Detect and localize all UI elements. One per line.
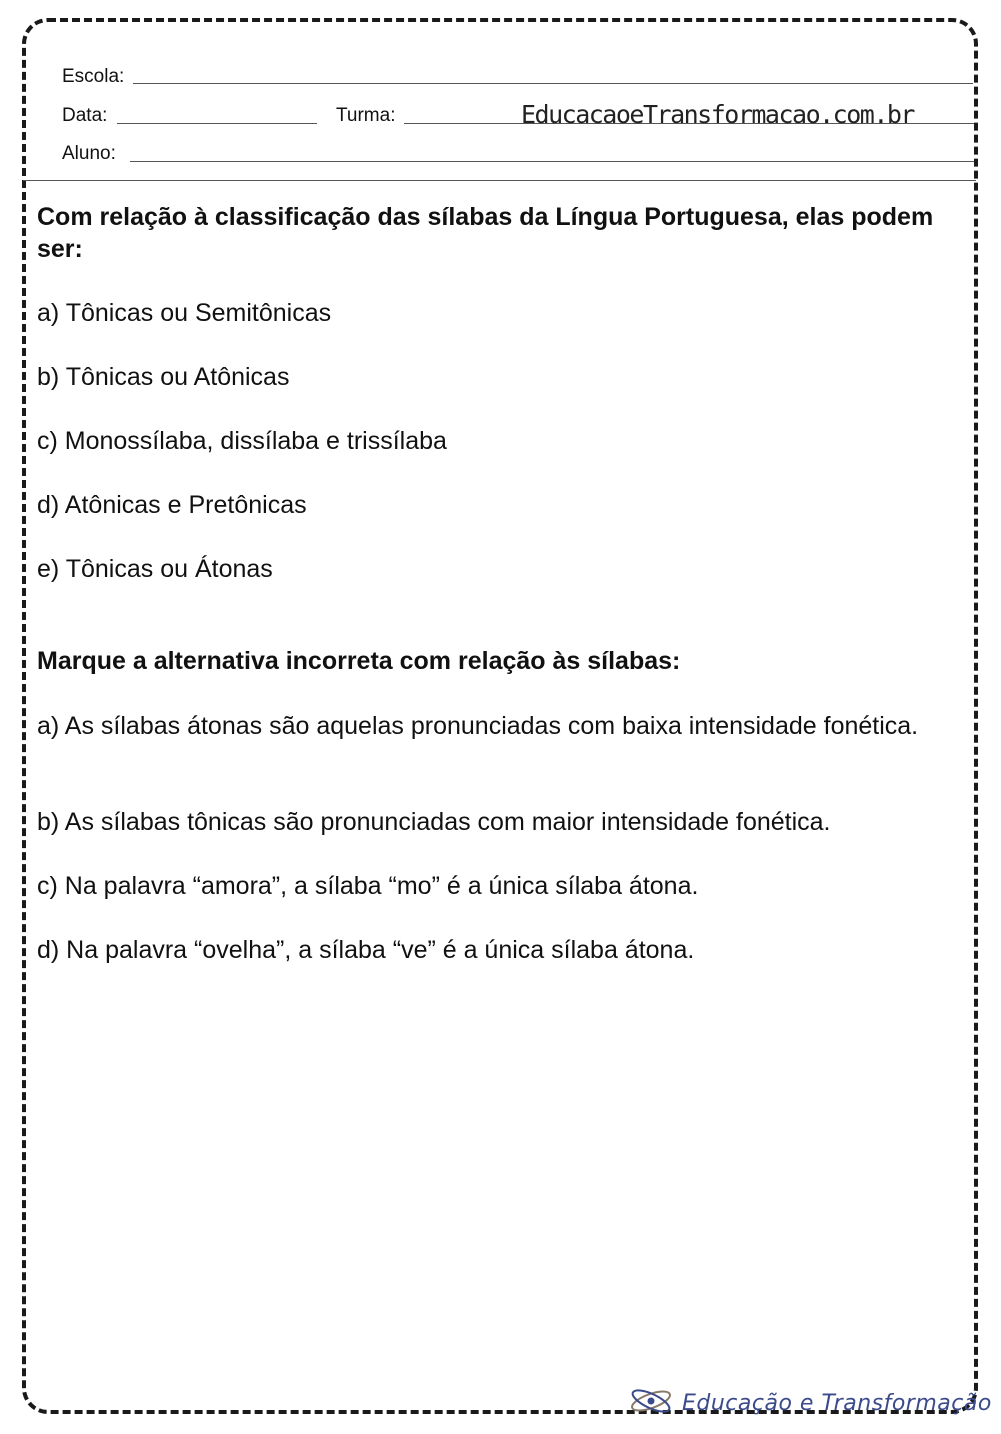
question-1: Com relação à classificação das sílabas da Língua Portuguesa, elas podem ser: (37, 203, 934, 263)
q1-option-c[interactable]: c) Monossílaba, dissílaba e trissílaba (37, 427, 447, 455)
atom-icon (628, 1384, 674, 1423)
q1-option-b[interactable]: b) Tônicas ou Atônicas (37, 363, 290, 391)
student-label: Aluno: (62, 143, 116, 164)
date-label: Data: (62, 105, 108, 126)
student-field[interactable] (130, 161, 974, 162)
q1-option-a[interactable]: a) Tônicas ou Semitônicas (37, 299, 332, 327)
school-field[interactable] (133, 83, 973, 84)
q2-option-a[interactable]: a) As sílabas átonas são aquelas pronunciadas com baixa intensidade fonética. (37, 712, 919, 740)
website-watermark: EducacaoeTransformacao.com.br (521, 100, 914, 129)
q1-option-e[interactable]: e) Tônicas ou Átonas (37, 555, 273, 583)
logo-text: Educação e Transformação (682, 1391, 992, 1416)
header-divider (23, 180, 976, 181)
q2-option-c[interactable]: c) Na palavra “amora”, a sílaba “mo” é a única sílaba átona. (37, 872, 699, 900)
q2-option-d[interactable]: d) Na palavra “ovelha”, a sílaba “ve” é a única sílaba átona. (37, 936, 695, 964)
date-field[interactable] (117, 123, 317, 124)
class-label: Turma: (336, 105, 396, 126)
q2-option-b[interactable]: b) As sílabas tônicas são pronunciadas com maior intensidade fonética. (37, 808, 831, 836)
footer-logo (628, 1384, 992, 1423)
school-label: Escola: (62, 66, 125, 87)
q1-option-d[interactable]: d) Atônicas e Pretônicas (37, 491, 307, 519)
question-2: Marque a alternativa incorreta com relação às sílabas: (37, 647, 681, 675)
